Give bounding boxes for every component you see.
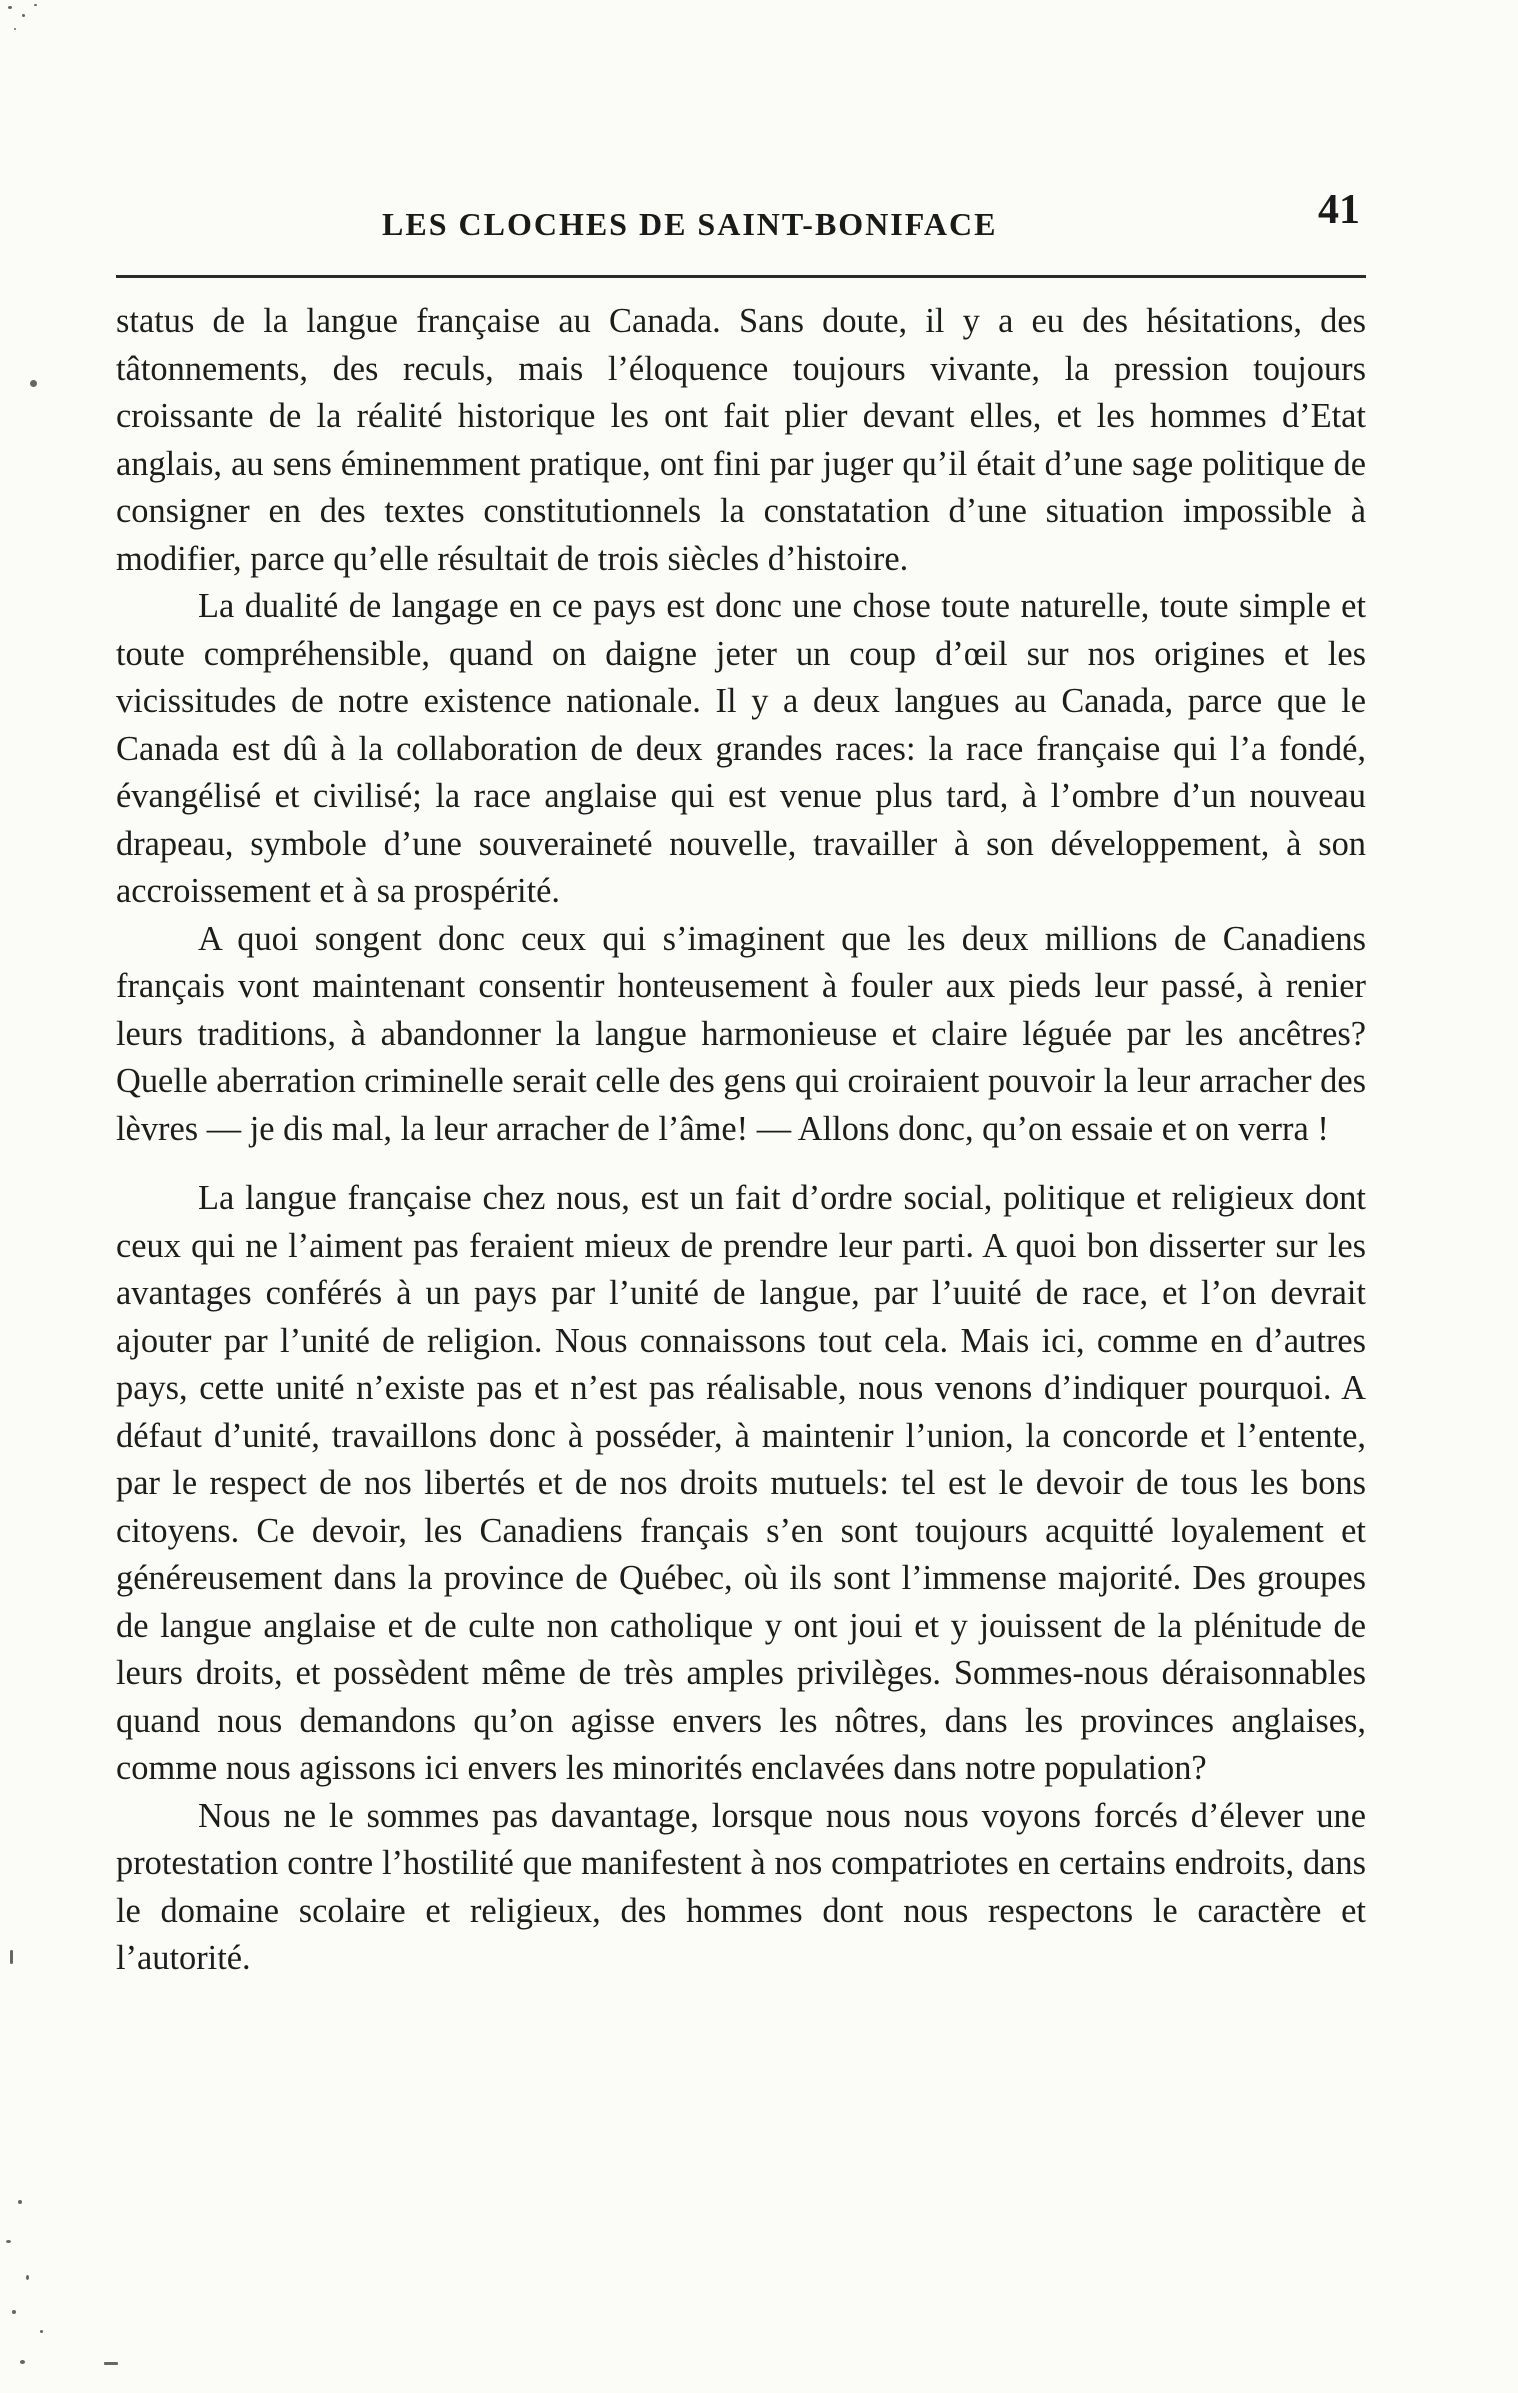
scan-speck (20, 2360, 25, 2364)
paragraph: Nous ne le sommes pas davantage, lorsque nous nous voyons forcés d’élever une protestation contre l’hostilité que manifestent à nos compatriotes en certains endroits, dans le domaine scolaire et religieux, des hommes dont nous respectons le caractère et l’autorité. (116, 1796, 1366, 1977)
scan-speck (18, 2200, 22, 2204)
scan-speck (12, 2310, 16, 2314)
header-rule (116, 275, 1366, 278)
scan-speck (6, 2240, 11, 2243)
running-title: LES CLOCHES DE SAINT-BONIFACE (382, 206, 998, 242)
scan-speck (40, 2330, 43, 2333)
scan-speck (104, 2362, 118, 2365)
scan-speck (34, 4, 37, 6)
scan-speck (30, 380, 37, 387)
scan-speck (22, 14, 25, 17)
paragraph: La langue française chez nous, est un fait d’ordre social, politique et religieux dont ceux qui ne l’aiment pas feraient mieux de prendre leur parti. A quoi bon disserter sur les avantages conférés à un pays par l’unité de langue, par l’uuité de race, et l’on devrait ajouter par l’unité de religion. Nous connaissons tout cela. Mais ici, comme en d’autres pays, cette unité n’existe pas et n’est pas réalisable, nous venons d’indiquer pourquoi. A défaut d’unité, travaillons donc à posséder, à maintenir l’union, la concorde et l’entente, par le respect de nos libertés et de nos droits mutuels: tel est le devoir de tous les bons citoyens. Ce devoir, les Canadiens français s’en sont toujours acquitté loyalement et généreusement dans la province de Québec, où ils sont l’immense majorité. Des groupes de langue anglaise et de culte non catholique y ont joui et y jouissent de la plénitude de leurs droits, et possèdent même de très amples privilèges. Sommes-nous déraisonnables quand nous demandons qu’on agisse envers les nôtres, dans les provinces anglaises, comme nous agissons ici envers les minorités enclavées dans notre population? (116, 1179, 1366, 1787)
page-number: 41 (1318, 187, 1360, 233)
scan-speck (14, 28, 16, 30)
scan-speck (26, 2275, 29, 2280)
paragraph: A quoi songent donc ceux qui s’imaginent que les deux millions de Canadiens français vont maintenant consentir honteusement à fouler aux pieds leur passé, à renier leurs traditions, à abandonner la langue harmonieuse et claire léguée par les ancêtres? Quelle aberration criminelle serait celle des gens qui croiraient pouvoir la leur arracher des lèvres — je dis mal, la leur arracher de l’âme! — Allons donc, qu’on essaie et on verra ! (116, 919, 1366, 1148)
paragraph: La dualité de langage en ce pays est donc une chose toute naturelle, toute simple et toute compréhensible, quand on daigne jeter un coup d’œil sur nos origines et les vicissitudes de notre existence nationale. Il y a deux langues au Canada, parce que le Canada est dû à la collaboration de deux grandes races: la race française qui l’a fondé, évangélisé et civilisé; la race anglaise qui est venue plus tard, à l’ombre d’un nouveau drapeau, symbole d’une souveraineté nouvelle, travailler à son développement, à son accroissement et à sa prospérité. (116, 587, 1366, 910)
body-text (116, 298, 1366, 1983)
scan-speck (10, 1950, 13, 1964)
scan-speck (8, 6, 12, 9)
paragraph: status de la langue française au Canada. Sans doute, il y a eu des hésitations, des tâtonnements, des reculs, mais l’éloquence toujours vivante, la pression toujours croissante de la réalité historique les ont fait plier devant elles, et les hommes d’Etat anglais, au sens éminemment pratique, ont fini par juger qu’il était d’une sage politique de consigner en des textes constitutionnels la constatation d’une situation impossible à modifier, parce qu’elle résultait de trois siècles d’histoire. (116, 302, 1366, 578)
